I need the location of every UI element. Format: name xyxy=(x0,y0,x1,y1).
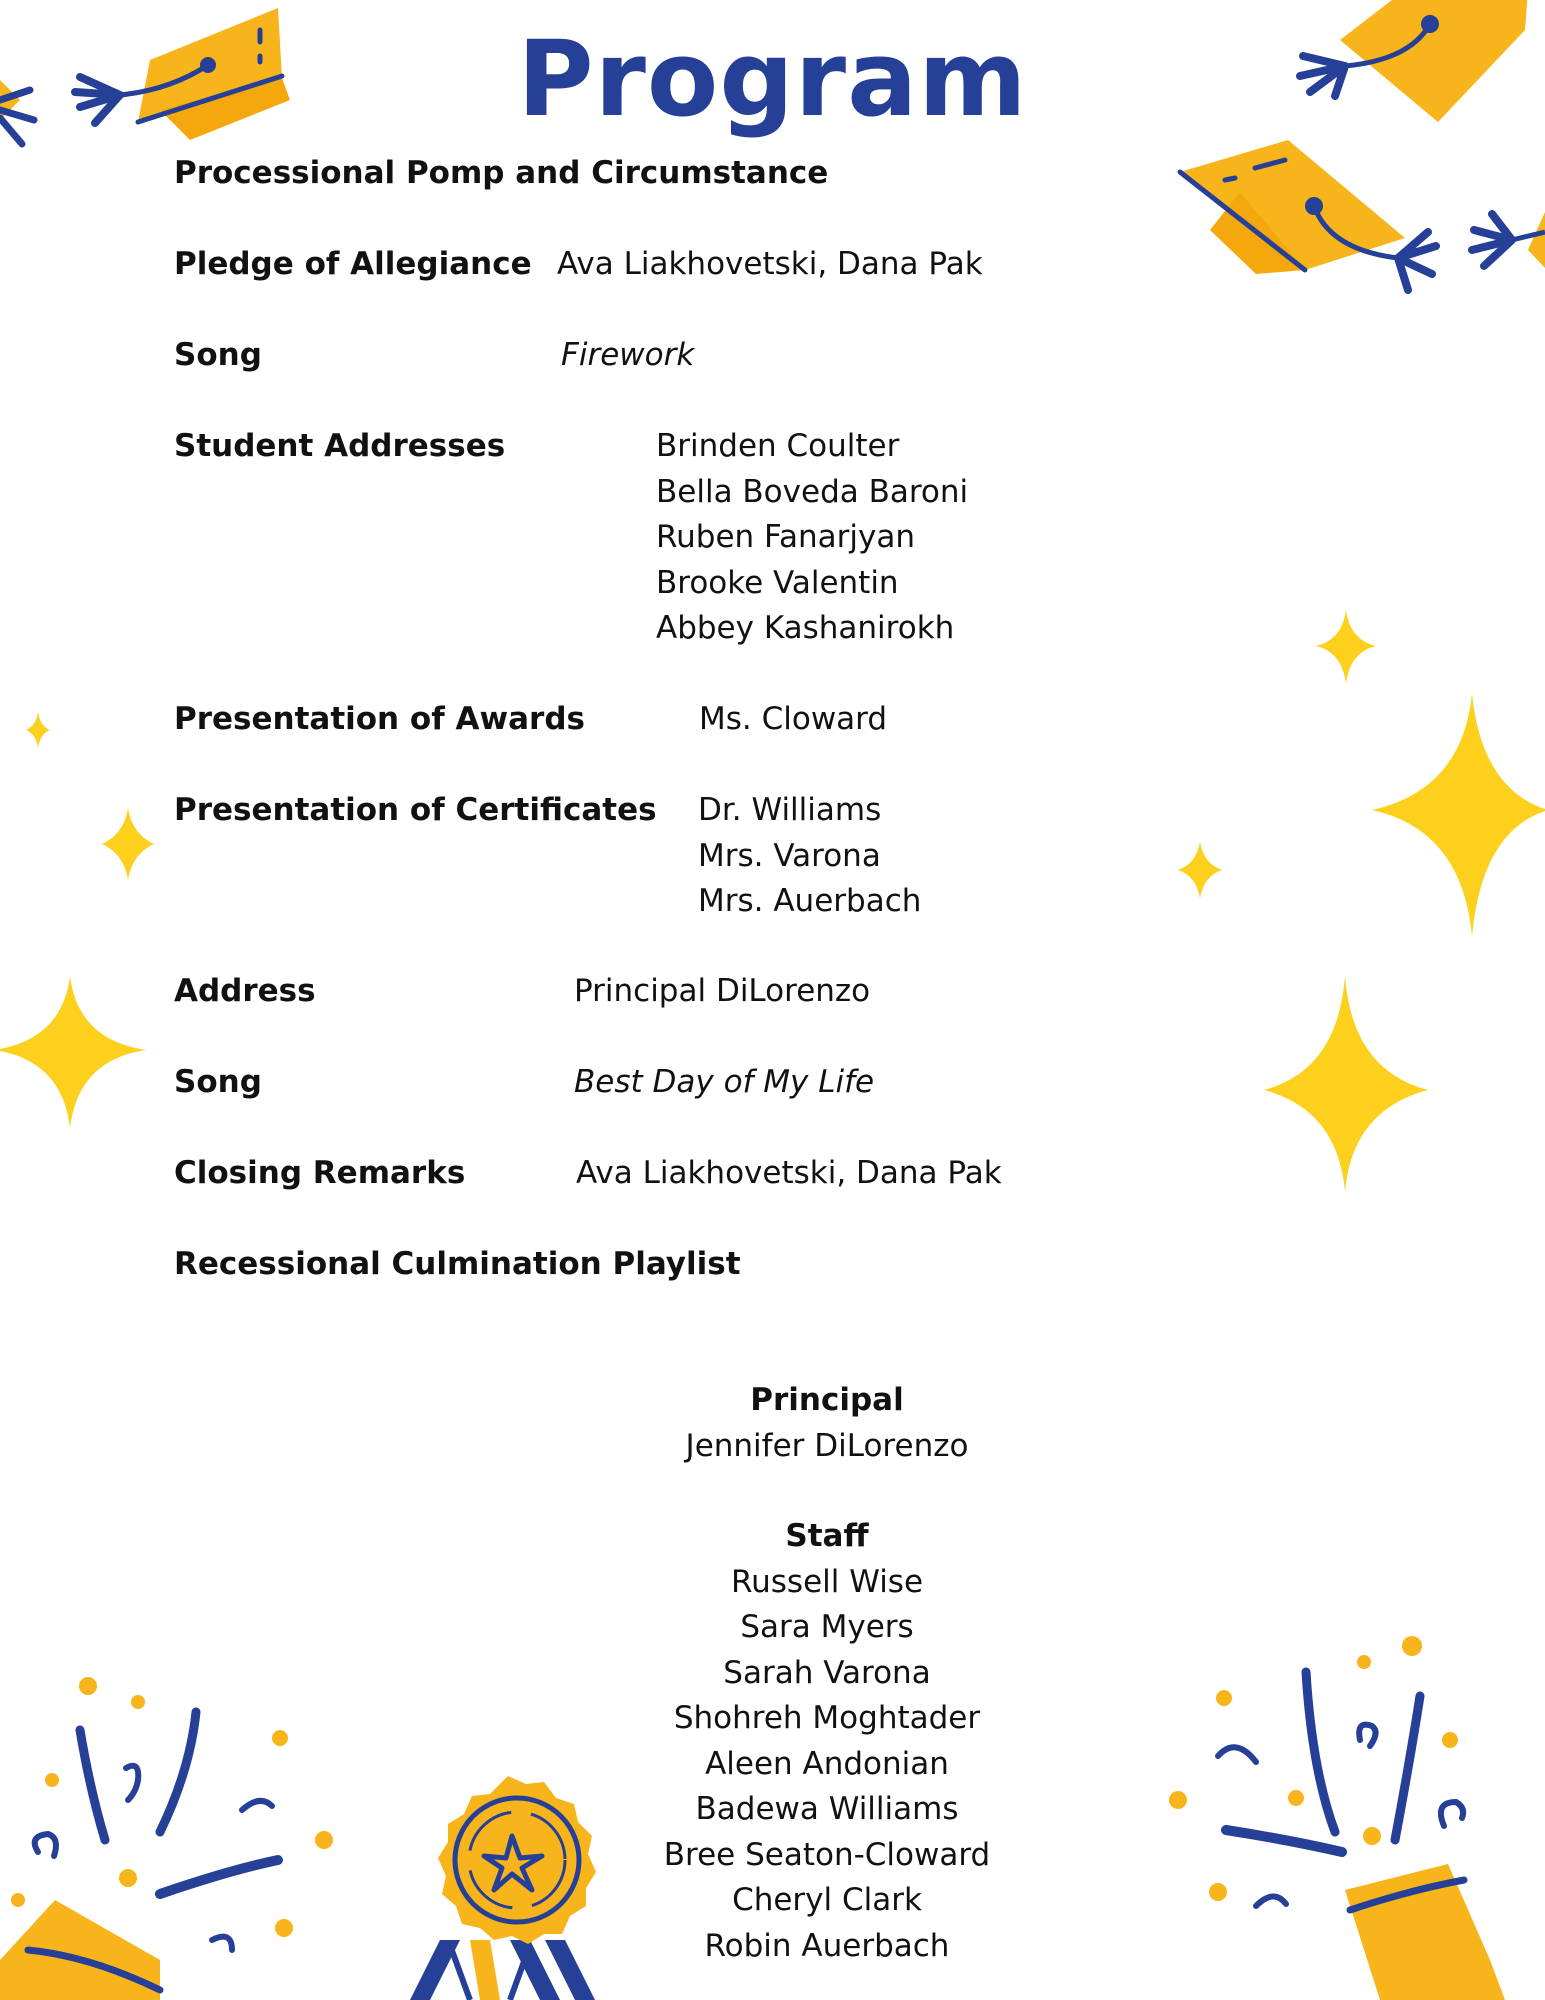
program-item-value: Ava Liakhovetski, Dana Pak xyxy=(557,246,983,282)
principal-heading: Principal xyxy=(750,1382,904,1418)
party-popper-icon xyxy=(0,1677,333,2000)
program-item-label: Presentation of Awards xyxy=(174,701,585,737)
program-item-label: Student Addresses xyxy=(174,428,506,464)
sparkle-icon xyxy=(0,976,146,1128)
staff-name: Sarah Varona xyxy=(723,1654,931,1691)
staff-name: Shohreh Moghtader xyxy=(673,1700,981,1736)
graduation-cap-icon xyxy=(1472,212,1545,268)
program-item-label: Song xyxy=(174,337,262,373)
page-title: Program xyxy=(517,18,1028,140)
staff-name: Badewa Williams xyxy=(695,1791,959,1827)
staff-name: Bree Seaton-Cloward xyxy=(663,1836,991,1873)
program-item-label: Recessional Culmination Playlist xyxy=(174,1246,741,1282)
staff-name: Sara Myers xyxy=(740,1609,914,1645)
award-medal-icon xyxy=(410,1776,596,2000)
speaker-name: Brinden Coulter xyxy=(656,428,900,464)
sparkle-icon xyxy=(1264,976,1428,1192)
staff-heading: Staff xyxy=(785,1518,869,1554)
staff-name: Robin Auerbach xyxy=(704,1927,950,1964)
program-item-label: Closing Remarks xyxy=(174,1155,466,1191)
program-item-label: Processional Pomp and Circumstance xyxy=(174,155,829,191)
speaker-name: Abbey Kashanirokh xyxy=(656,610,955,646)
sparkle-icon xyxy=(1372,694,1545,936)
sparkle-icon xyxy=(26,712,50,748)
staff-name: Aleen Andonian xyxy=(705,1745,949,1782)
program-item-label: Song xyxy=(174,1064,262,1100)
presenter-name: Mrs. Auerbach xyxy=(698,883,922,919)
speaker-name: Ruben Fanarjyan xyxy=(656,519,916,555)
program-item-label: Pledge of Allegiance xyxy=(174,246,532,282)
sparkle-icon xyxy=(102,808,154,880)
program-item-value: Ms. Cloward xyxy=(699,701,888,737)
program-item-value: Firework xyxy=(561,337,695,373)
speaker-name: Brooke Valentin xyxy=(656,564,899,601)
party-popper-icon xyxy=(1169,1636,1505,2000)
program-item-values xyxy=(698,790,921,927)
program-item-value: Best Day of My Life xyxy=(574,1064,875,1100)
sparkle-icon xyxy=(1316,610,1376,684)
program-item-values xyxy=(656,426,968,654)
staff-name: Cheryl Clark xyxy=(732,1882,922,1918)
program-item-value: Principal DiLorenzo xyxy=(574,973,871,1009)
principal-name: Jennifer DiLorenzo xyxy=(685,1427,969,1464)
spacer xyxy=(627,1469,1027,1514)
sparkle-icon xyxy=(1178,842,1222,898)
staff-name: Russell Wise xyxy=(730,1563,924,1600)
speaker-name: Bella Boveda Baroni xyxy=(656,473,969,510)
credits xyxy=(627,1378,1027,1969)
graduation-cap-icon xyxy=(1180,140,1436,290)
program-item-label: Address xyxy=(174,973,316,1009)
presenter-name: Dr. Williams xyxy=(698,792,882,828)
program-item-label: Presentation of Certificates xyxy=(174,792,657,828)
presenter-name: Mrs. Varona xyxy=(698,837,881,874)
program-item-value: Ava Liakhovetski, Dana Pak xyxy=(576,1155,1002,1191)
